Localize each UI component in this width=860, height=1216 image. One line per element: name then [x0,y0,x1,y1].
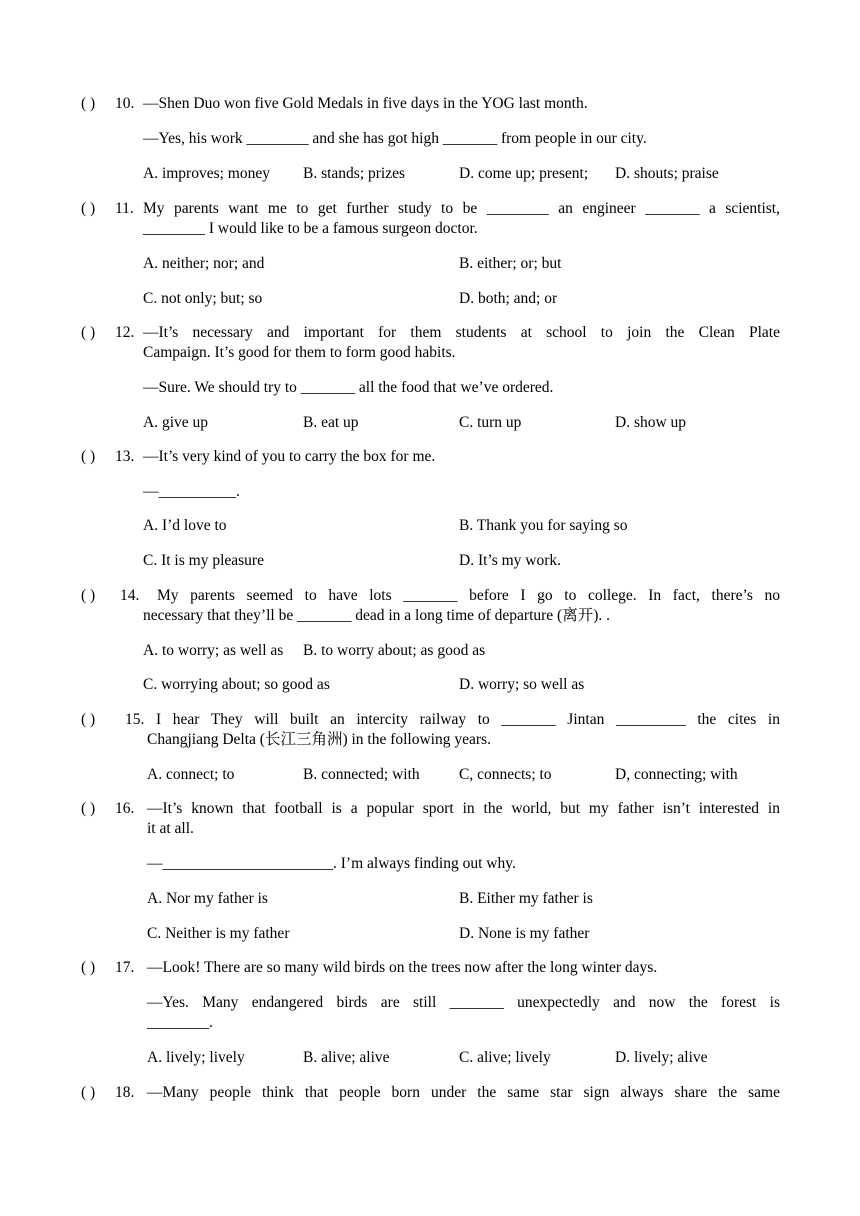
question-number: 16. [115,800,135,817]
question-reply: —______________________. I’m always finding out why. [147,855,516,872]
option-a[interactable]: A. to worry; as well as [143,642,284,659]
option-b[interactable]: B. either; or; but [459,255,562,272]
option-c[interactable]: C. It is my pleasure [143,552,264,569]
question-reply: —Yes, his work ________ and she has got high _______ from people in our city. [143,130,647,147]
option-b[interactable]: B. alive; alive [303,1049,390,1066]
question-line: —It’s known that football is a popular sport in the world, but my father isn’t interested in [147,800,780,817]
option-a[interactable]: A. Nor my father is [147,890,268,907]
answer-parenthesis[interactable]: ( ) [81,711,96,728]
question-line: —It’s very kind of you to carry the box for me. [143,448,436,465]
question-reply: —__________. [143,483,240,500]
question-line: it at all. [147,820,194,837]
option-c[interactable]: C. not only; but; so [143,290,263,307]
question-number: 11. [115,200,134,217]
question-line: —Shen Duo won five Gold Medals in five days in the YOG last month. [143,95,588,112]
option-c[interactable]: C. turn up [459,414,522,431]
option-d[interactable]: D, connecting; with [615,766,738,783]
option-b[interactable]: B. Thank you for saying so [459,517,628,534]
answer-parenthesis[interactable]: ( ) [81,959,96,976]
option-b[interactable]: B. eat up [303,414,359,431]
option-b[interactable]: B. Either my father is [459,890,593,907]
question-number: 14. [120,587,140,604]
question-reply: ________. [147,1014,213,1031]
option-b[interactable]: B. connected; with [303,766,420,783]
question-line: My parents seemed to have lots _______ before I go to college. In fact, there’s no [157,587,780,604]
question-line: necessary that they’ll be _______ dead in a long time of departure (离开). . [143,607,611,624]
question-line: Campaign. It’s good for them to form good habits. [143,344,456,361]
question-number: 12. [115,324,135,341]
option-d[interactable]: D. It’s my work. [459,552,562,569]
option-a[interactable]: A. give up [143,414,209,431]
option-c[interactable]: C, connects; to [459,766,552,783]
answer-parenthesis[interactable]: ( ) [81,200,96,217]
option-d[interactable]: D. lively; alive [615,1049,708,1066]
option-a[interactable]: A. lively; lively [147,1049,245,1066]
option-a[interactable]: A. improves; money [143,165,270,182]
option-a[interactable]: A. I’d love to [143,517,227,534]
question-line: Changjiang Delta (长江三角洲) in the following years. [147,731,491,748]
question-line: —Look! There are so many wild birds on the trees now after the long winter days. [147,959,658,976]
option-a[interactable]: A. neither; nor; and [143,255,265,272]
option-a[interactable]: A. connect; to [147,766,235,783]
option-c[interactable]: C. worrying about; so good as [143,676,330,693]
question-line: ________ I would like to be a famous surgeon doctor. [143,220,478,237]
option-b[interactable]: B. to worry about; as good as [303,642,486,659]
question-line: I hear They will built an intercity railway to _______ Jintan _________ the cites in [156,711,780,728]
option-d[interactable]: D. show up [615,414,687,431]
question-reply: —Sure. We should try to _______ all the food that we’ve ordered. [143,379,554,396]
answer-parenthesis[interactable]: ( ) [81,324,96,341]
option-d[interactable]: D. None is my father [459,925,590,942]
question-number: 15. [125,711,145,728]
question-line: —It’s necessary and important for them students at school to join the Clean Plate [143,324,780,341]
answer-parenthesis[interactable]: ( ) [81,1084,96,1101]
answer-parenthesis[interactable]: ( ) [81,587,96,604]
question-number: 13. [115,448,135,465]
option-d[interactable]: D. shouts; praise [615,165,719,182]
answer-parenthesis[interactable]: ( ) [81,800,96,817]
question-line: —Many people think that people born under the same star sign always share the same [147,1084,780,1101]
question-number: 10. [115,95,135,112]
option-c[interactable]: C. alive; lively [459,1049,551,1066]
option-b[interactable]: B. stands; prizes [303,165,406,182]
answer-parenthesis[interactable]: ( ) [81,448,96,465]
question-number: 18. [115,1084,135,1101]
option-c[interactable]: C. Neither is my father [147,925,290,942]
option-d[interactable]: D. both; and; or [459,290,558,307]
question-reply: —Yes. Many endangered birds are still _______ unexpectedly and now the forest is [147,994,780,1011]
option-d[interactable]: D. worry; so well as [459,676,585,693]
answer-parenthesis[interactable]: ( ) [81,95,96,112]
question-line: My parents want me to get further study to be ________ an engineer _______ a scientist, [143,200,780,217]
option-c[interactable]: D. come up; present; [459,165,589,182]
question-number: 17. [115,959,135,976]
